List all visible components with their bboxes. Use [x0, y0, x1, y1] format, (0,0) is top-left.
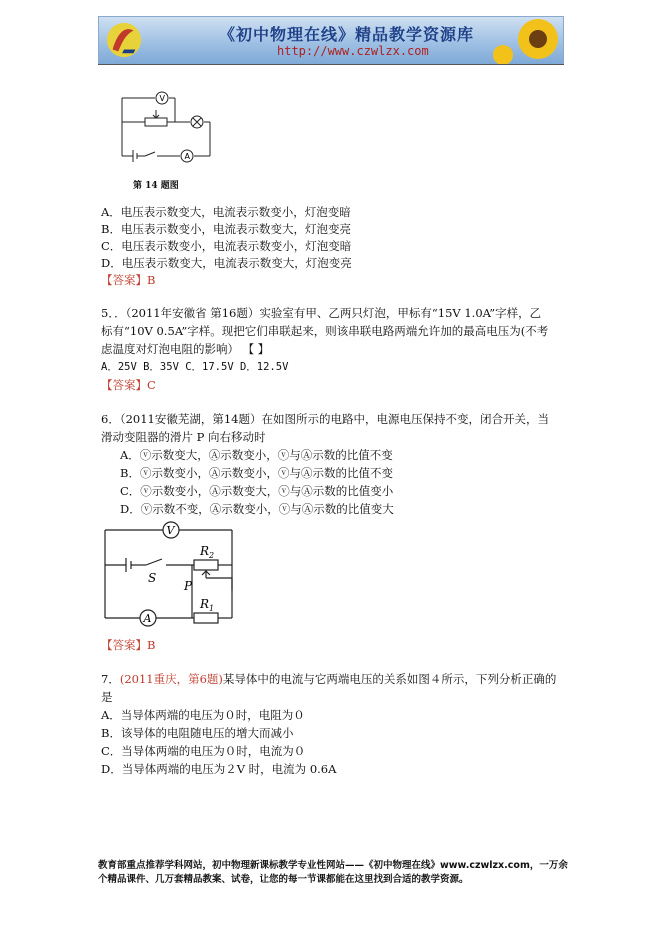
circuit-diagram-q6 — [100, 520, 240, 630]
q6-option-c: C．ⓥ示数变小，Ⓐ示数变大，ⓥ与Ⓐ示数的比值变小 — [120, 484, 394, 498]
page-footer — [98, 859, 568, 887]
q14-option-a: A．电压表示数变大，电流表示数变小，灯泡变暗 — [101, 205, 351, 219]
q6-answer: 【答案】B — [101, 638, 156, 652]
q5-line-3: 虑温度对灯泡电阻的影响） 【 】 — [101, 342, 270, 356]
q7-line-1 — [101, 671, 556, 687]
q7-number: 7． — [101, 672, 120, 686]
q6-line-2: 滑动变阻器的滑片 P 向右移动时 — [101, 430, 266, 444]
q14-option-c: C．电压表示数变小，电流表示数变小，灯泡变暗 — [101, 239, 352, 253]
circuit-diagram-q14 — [115, 88, 225, 168]
header-banner — [98, 16, 564, 65]
ammeter-label: A — [184, 152, 190, 161]
q5-answer: 【答案】C — [101, 378, 156, 392]
q7-line-2: 是 — [101, 690, 113, 704]
q6-voltmeter-label: V — [166, 524, 175, 537]
q6-option-a: A．ⓥ示数变大，Ⓐ示数变小，ⓥ与Ⓐ示数的比值不变 — [120, 448, 393, 462]
figure-caption-q14: 第 14 题图 — [133, 181, 179, 191]
sunflower-icon — [483, 17, 563, 64]
site-url[interactable]: http://www.czwlzx.com — [277, 44, 429, 58]
q5-options: A．25V B．35V C．17.5V D．12.5V — [101, 361, 289, 373]
q6-slider-label: P — [184, 579, 193, 593]
q6-ammeter-label: A — [143, 612, 152, 625]
footer-line-2: 个精品课件、几万套精品教案、试卷，让您的每一节课都能在这里找到合适的教学资源。 — [98, 874, 469, 885]
voltmeter-label: V — [159, 94, 165, 103]
q14-option-d: D．电压表示数变大，电流表示数变大，灯泡变亮 — [101, 256, 352, 270]
q6-switch-label: S — [148, 571, 157, 585]
q7-option-a: A．当导体两端的电压为０时，电阻为０ — [101, 708, 305, 722]
q7-stem: 某导体中的电流与它两端电压的关系如图４所示，下列分析正确的 — [222, 672, 557, 686]
q7-option-c: C．当导体两端的电压为０时，电流为０ — [101, 744, 306, 758]
header-rule — [98, 64, 564, 65]
q7-option-d: D．当导体两端的电压为２V 时，电流为 0.6A — [101, 762, 337, 776]
q5-line-1: 5．．（2011年安徽省 第16题）实验室有甲、乙两只灯泡，甲标有“15V 1.0A”字样，乙 — [101, 306, 542, 320]
site-logo-icon — [105, 21, 143, 59]
site-title: 《初中物理在线》精品教学资源库 — [219, 25, 475, 44]
q6-line-1: 6．（2011安徽芜湖，第14题）在如图所示的电路中，电源电压保持不变，闭合开关，当 — [101, 412, 549, 426]
q6-r2-label: $R_2$ — [200, 544, 215, 560]
q6-option-d: D．ⓥ示数不变，Ⓐ示数变小，ⓥ与Ⓐ示数的比值变大 — [120, 502, 394, 516]
q6-option-b: B．ⓥ示数变小，Ⓐ示数变小，ⓥ与Ⓐ示数的比值不变 — [120, 466, 393, 480]
q5-line-2: 标有“10V 0.5A”字样。现把它们串联起来，则该串联电路两端允许加的最高电压为(不考 — [101, 324, 549, 338]
q7-source: (2011重庆，第6题) — [119, 672, 223, 686]
q7-option-b: B．该导体的电阻随电压的增大而减小 — [101, 726, 294, 740]
footer-line-1: 教育部重点推荐学科网站，初中物理新课标教学专业性网站——《初中物理在线》www.czwlzx.com，一万余 — [98, 860, 568, 871]
q14-answer: 【答案】B — [101, 273, 156, 287]
q6-r1-label: $R_1$ — [200, 597, 215, 613]
q14-option-b: B．电压表示数变小，电流表示数变大，灯泡变亮 — [101, 222, 351, 236]
